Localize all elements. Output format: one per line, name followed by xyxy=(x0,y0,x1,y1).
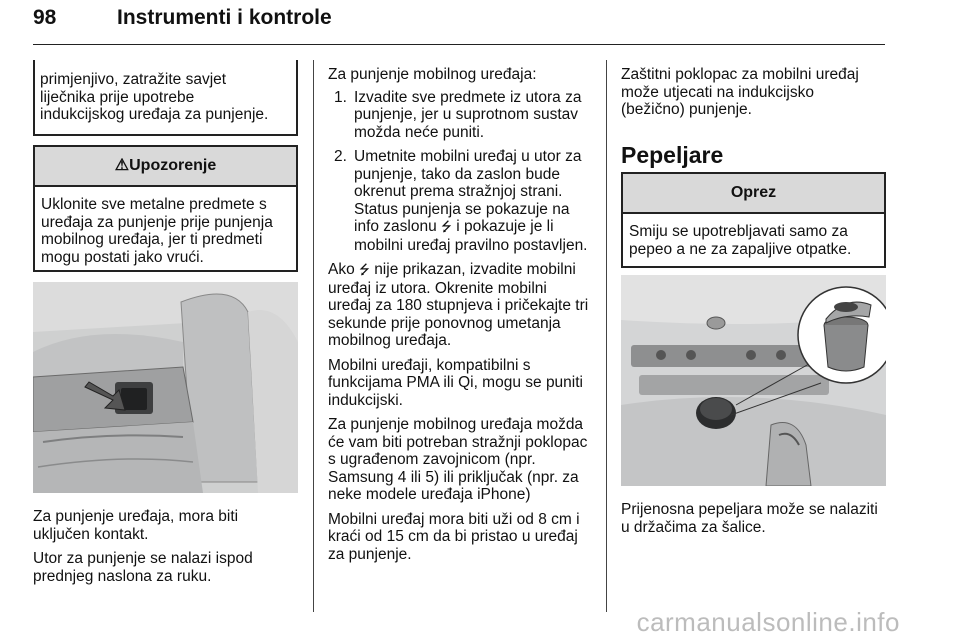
warning-line: Uklonite sve metalne predmete s xyxy=(41,196,267,213)
paragraph-slot-line: Utor za punjenje se nalazi ispod xyxy=(33,550,253,567)
para-pma-line: indukcijski. xyxy=(328,391,403,409)
para-ako-line: uređaj za 180 stupnjeva i pričekajte tri xyxy=(328,297,589,314)
section-title: Instrumenti i kontrole xyxy=(117,6,332,29)
caution-header: Oprez xyxy=(623,174,884,214)
charging-status-icon: ⭍ xyxy=(441,220,452,235)
col1-text-bottom xyxy=(33,508,303,585)
para-cover-line: će vam biti potreban stražnji poklopac xyxy=(328,433,588,451)
top-note-line: indukcijskog uređaja za punjenje. xyxy=(40,106,269,123)
step-line: Izvadite sve predmete iz utora za xyxy=(354,88,582,106)
step-item xyxy=(328,89,600,142)
ashtray-caption xyxy=(621,501,889,536)
para-ako-line: uređaj iz utora. Okrenite mobilni xyxy=(328,279,547,297)
caution-line: pepeo a ne za zapaljive otpatke. xyxy=(629,240,852,258)
charging-status-icon: ⭍ xyxy=(359,263,370,278)
watermark: carmanualsonline.info xyxy=(636,607,900,637)
cover-note-line: može utjecati na indukcijsko xyxy=(621,83,814,101)
charging-slot-illustration xyxy=(33,282,298,493)
steps-list xyxy=(328,89,600,255)
warning-box xyxy=(33,145,298,272)
steps-intro: Za punjenje mobilnog uređaja: xyxy=(328,66,537,83)
step-line: punjenje, tako da zaslon bude xyxy=(354,165,560,183)
para-size-line: kraći od 15 cm da bi pristao u uređaj xyxy=(328,528,578,545)
top-note-line: liječnika prije upotrebe xyxy=(40,88,195,106)
para-size-line: Mobilni uređaj mora biti uži od 8 cm i xyxy=(328,510,580,528)
para-pma-line: Mobilni uređaji, kompatibilni s xyxy=(328,356,531,374)
warning-line: mogu postati jako vrući. xyxy=(41,248,204,266)
step-number: 2. xyxy=(334,148,347,165)
ashtray-illustration xyxy=(621,275,886,486)
warning-line: mobilnog uređaja, jer ti predmeti xyxy=(41,231,263,248)
para-pma-line: funkcijama PMA ili Qi, mogu se puniti xyxy=(328,374,583,391)
col2-text xyxy=(328,66,600,563)
header-rule xyxy=(33,44,885,45)
column-divider-2 xyxy=(606,60,607,612)
para-ako-line: Ako ⭍ nije prikazan, izvadite mobilni xyxy=(328,261,576,278)
warning-line: uređaja za punjenje prije punjenja xyxy=(41,213,273,231)
caution-body xyxy=(623,214,884,258)
step-line: punjenje, jer u suprotnom sustav xyxy=(354,106,579,123)
top-note-box xyxy=(33,60,298,136)
column-divider-1 xyxy=(313,60,314,612)
section-heading-ashtrays: Pepeljare xyxy=(621,142,724,168)
warning-header xyxy=(35,147,296,187)
cover-note-line: (bežično) punjenje. xyxy=(621,101,752,118)
caution-box xyxy=(621,172,886,268)
paragraph-contact-line: Za punjenje uređaja, mora biti xyxy=(33,508,239,525)
warning-body xyxy=(35,187,296,266)
paragraph-slot-line: prednjeg naslona za ruku. xyxy=(33,567,212,585)
para-cover-line: Za punjenje mobilnog uređaja možda xyxy=(328,416,584,433)
col3-text-top xyxy=(621,66,889,119)
para-cover-line: s ugrađenom zavojnicom (npr. xyxy=(328,451,536,468)
warning-icon: ⚠ xyxy=(114,157,130,174)
top-note-line: primjenjivo, zatražite savjet xyxy=(40,71,227,88)
para-cover-line: neke modele uređaja iPhone) xyxy=(328,486,531,503)
step-line: info zaslonu ⭍ i pokazuje je li xyxy=(354,218,554,235)
step-line: Status punjenja se pokazuje na xyxy=(354,200,570,218)
step-line: mobilni uređaj pravilno postavljen. xyxy=(354,236,588,254)
page-number: 98 xyxy=(33,6,57,29)
caution-line: Smiju se upotrebljavati samo za xyxy=(629,223,848,240)
cover-note-line: Zaštitni poklopac za mobilni uređaj xyxy=(621,66,859,83)
step-number: 1. xyxy=(334,88,347,106)
warning-title: Upozorenje xyxy=(129,157,217,174)
para-ako-line: sekunde prije ponovnog umetanja xyxy=(328,314,561,332)
step-item xyxy=(328,148,600,254)
para-cover-line: Samsung 4 ili 5) ili priključak (npr. za xyxy=(328,468,579,486)
para-size-line: za punjenje. xyxy=(328,545,412,563)
paragraph-contact-line: uključen kontakt. xyxy=(33,525,149,543)
step-line: okrenut prema stražnjoj strani. xyxy=(354,183,563,200)
caption-line: u držačima za šalice. xyxy=(621,518,766,536)
caption-line: Prijenosna pepeljara može se nalaziti xyxy=(621,501,878,518)
step-line: možda neće puniti. xyxy=(354,123,485,141)
step-line: Umetnite mobilni uređaj u utor za xyxy=(354,148,582,165)
para-ako-line: mobilnog uređaja. xyxy=(328,332,452,349)
